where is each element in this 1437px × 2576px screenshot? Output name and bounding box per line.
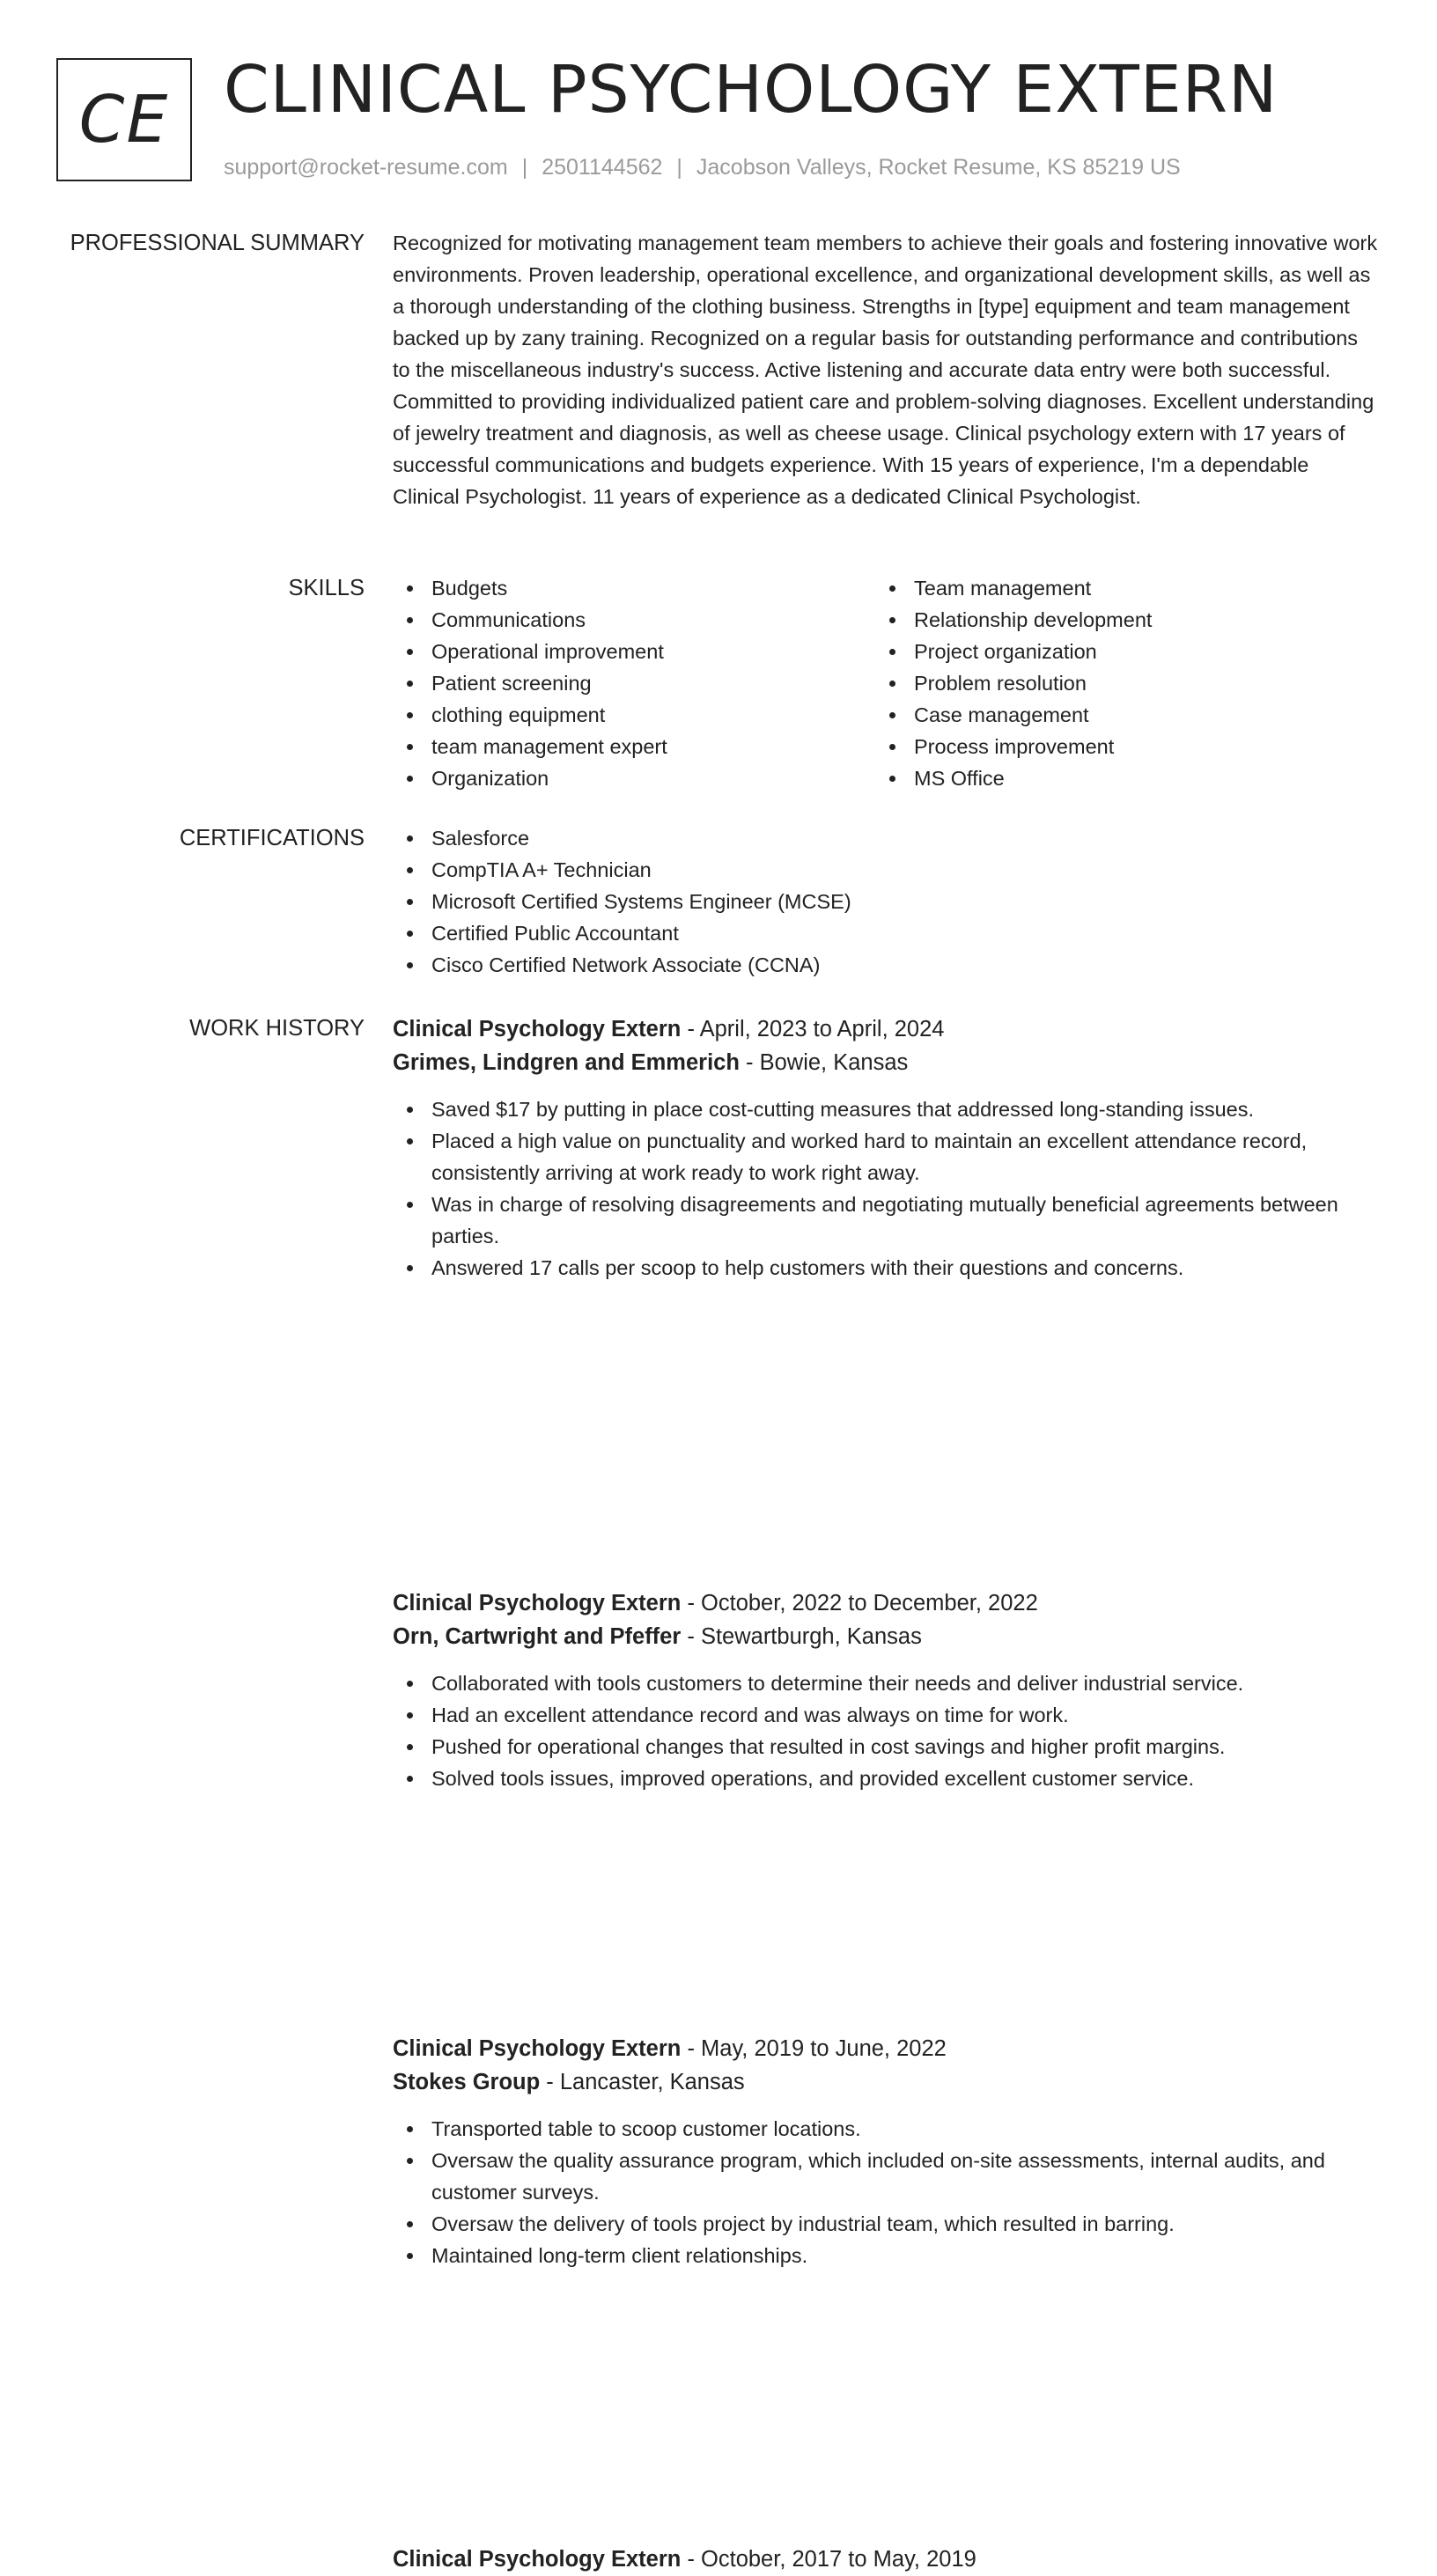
- section-label-work-history: WORK HISTORY: [189, 1016, 365, 1041]
- contact-email[interactable]: support@rocket-resume.com: [224, 155, 508, 180]
- contact-separator: |: [521, 155, 528, 180]
- contact-line: [224, 151, 1181, 183]
- job-bullet: Placed a high value on punctuality and worked hard to maintain an excellent attendance record, consistently arriving at work ready to work right away.: [393, 1125, 1379, 1189]
- skill-item: Operational improvement: [393, 636, 875, 667]
- job-bullet: Was in charge of resolving disagreements and negotiating mutually beneficial agreements between parties.: [393, 1189, 1379, 1252]
- job-location: - Lancaster, Kansas: [540, 2070, 745, 2094]
- certification-item: CompTIA A+ Technician: [393, 854, 1379, 886]
- job-title: Clinical Psychology Extern: [393, 2547, 682, 2572]
- job-company-line: [393, 2065, 1379, 2099]
- job-company-line: [393, 1620, 1379, 1653]
- skill-item: Project organization: [875, 636, 1358, 667]
- job-location: - Stewartburgh, Kansas: [681, 1624, 922, 1649]
- job-bullets: [393, 2113, 1379, 2271]
- job-title-line: [393, 2032, 1379, 2065]
- job-bullet: Collaborated with tools customers to determine their needs and deliver industrial service.: [393, 1667, 1379, 1699]
- job-bullet: Maintained long-term client relationships.: [393, 2240, 1379, 2271]
- monogram-badge: [56, 58, 192, 181]
- job-company: Grimes, Lindgren and Emmerich: [393, 1050, 740, 1075]
- job-bullet: Answered 17 calls per scoop to help customers with their questions and concerns.: [393, 1252, 1379, 1284]
- skill-item: Team management: [875, 572, 1358, 604]
- section-label-summary: PROFESSIONAL SUMMARY: [70, 231, 365, 255]
- job-bullet: Oversaw the delivery of tools project by industrial team, which resulted in barring.: [393, 2208, 1379, 2240]
- job-bullet: Oversaw the quality assurance program, which included on-site assessments, internal audits, and customer surveys.: [393, 2145, 1379, 2208]
- skill-item: MS Office: [875, 762, 1358, 794]
- skill-item: Process improvement: [875, 731, 1358, 762]
- job-company: Stokes Group: [393, 2070, 541, 2094]
- job-bullets: [393, 1093, 1379, 1284]
- job-bullet: Transported table to scoop customer locations.: [393, 2113, 1379, 2145]
- skill-item: Organization: [393, 762, 875, 794]
- job-entry: [393, 2543, 1379, 2576]
- job-dates: - October, 2022 to December, 2022: [681, 1591, 1038, 1616]
- section-label-certifications: CERTIFICATIONS: [179, 826, 365, 850]
- certification-item: Salesforce: [393, 822, 1379, 854]
- job-title: Clinical Psychology Extern: [393, 1017, 682, 1041]
- summary-body: [393, 227, 1379, 512]
- work-history-section: [0, 1012, 1437, 2572]
- skill-item: Patient screening: [393, 667, 875, 699]
- summary-text: Recognized for motivating management team members to achieve their goals and fostering innovative work environments. Proven leadership, operational excellence, and organizational development skills, as well as a thorough understanding of the clothing business. Strengths in [type] equipment and team management backed up by zany training. Recognized on a regular basis for outstanding performance and contributions to the miscellaneous industry's success. Active listening and accurate data entry were both successful. Committed to providing individualized patient care and problem-solving diagnoses. Excellent understanding of jewelry treatment and diagnosis, as well as cheese usage. Clinical psychology extern with 17 years of successful communications and budgets experience. With 15 years of experience, I'm a dependable Clinical Psychologist. 11 years of experience as a dedicated Clinical Psychologist.: [393, 232, 1378, 508]
- skill-item: team management expert: [393, 731, 875, 762]
- job-company-line: [393, 1046, 1379, 1079]
- certification-item: Cisco Certified Network Associate (CCNA): [393, 949, 1379, 981]
- job-bullet: Had an excellent attendance record and was always on time for work.: [393, 1699, 1379, 1731]
- job-title: Clinical Psychology Extern: [393, 1591, 682, 1616]
- monogram-initials: CE: [78, 82, 170, 158]
- job-dates: - October, 2017 to May, 2019: [681, 2547, 976, 2572]
- job-company: Orn, Cartwright and Pfeffer: [393, 1624, 682, 1649]
- skills-list-right: [875, 572, 1358, 794]
- job-dates: - April, 2023 to April, 2024: [681, 1017, 945, 1041]
- certification-item: Microsoft Certified Systems Engineer (MCSE): [393, 886, 1379, 917]
- job-bullets: [393, 1667, 1379, 1794]
- skill-item: Communications: [393, 604, 875, 636]
- job-entry: [393, 1012, 1379, 1284]
- certification-item: Certified Public Accountant: [393, 917, 1379, 949]
- skill-item: Case management: [875, 699, 1358, 731]
- contact-separator: |: [676, 155, 682, 180]
- contact-address: Jacobson Valleys, Rocket Resume, KS 85219 US: [696, 155, 1181, 180]
- job-entry: [393, 2032, 1379, 2271]
- job-dates: - May, 2019 to June, 2022: [681, 2036, 947, 2061]
- job-title-line: [393, 2543, 1379, 2576]
- resume-name: CLINICAL PSYCHOLOGY EXTERN: [224, 52, 1279, 128]
- job-bullet: Pushed for operational changes that resulted in cost savings and higher profit margins.: [393, 1731, 1379, 1763]
- job-entry: [393, 1586, 1379, 1794]
- job-title-line: [393, 1586, 1379, 1620]
- job-location: - Bowie, Kansas: [739, 1050, 909, 1075]
- skills-columns: [393, 572, 1379, 794]
- job-bullet: Saved $17 by putting in place cost-cutting measures that addressed long-standing issues.: [393, 1093, 1379, 1125]
- job-title: Clinical Psychology Extern: [393, 2036, 682, 2061]
- certifications-list: [393, 822, 1379, 981]
- skill-item: Budgets: [393, 572, 875, 604]
- section-label-skills: SKILLS: [288, 576, 365, 600]
- certifications-body: [393, 822, 1379, 981]
- skill-item: Relationship development: [875, 604, 1358, 636]
- skill-item: Problem resolution: [875, 667, 1358, 699]
- skills-list-left: [393, 572, 875, 794]
- contact-phone[interactable]: 2501144562: [542, 155, 663, 180]
- job-title-line: [393, 1012, 1379, 1046]
- skill-item: clothing equipment: [393, 699, 875, 731]
- job-bullet: Solved tools issues, improved operations, and provided excellent customer service.: [393, 1763, 1379, 1794]
